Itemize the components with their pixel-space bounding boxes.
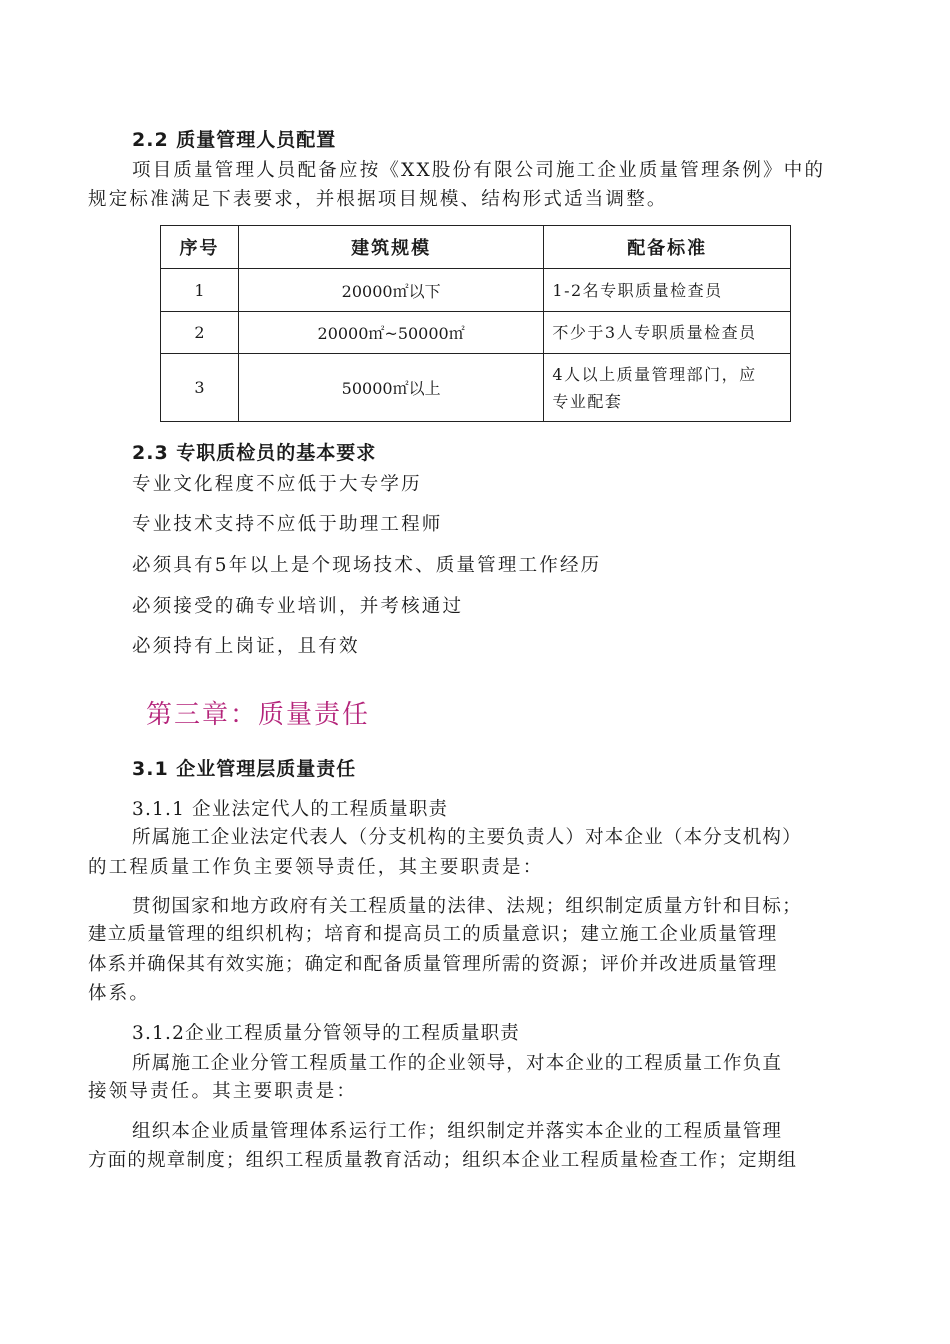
paragraph-line: 的工程质量工作负主要领导责任，其主要职责是： <box>88 857 544 878</box>
chapter-3-title: 第三章：质量责任 <box>146 700 371 730</box>
standard-line: 1-2名专职质量检查员 <box>552 280 723 300</box>
table-cell-no: 1 <box>161 269 239 312</box>
standard-line: 4人以上质量管理部门，应 <box>552 364 757 384</box>
table-row <box>161 354 791 422</box>
table-cell-standard <box>544 312 791 354</box>
section-2-2-intro-line1: 项目质量管理人员配备应按《XX股份有限公司施工企业质量管理条例》中的 <box>132 160 826 181</box>
table-row <box>161 269 791 312</box>
table-header-standard: 配备标准 <box>544 226 791 269</box>
table-cell-no: 2 <box>161 312 239 354</box>
paragraph-line: 体系并确保其有效实施；确定和配备质量管理所需的资源；评价并改进质量管理 <box>88 954 778 975</box>
requirement-item: 必须持有上岗证，且有效 <box>132 636 360 657</box>
table-cell-scale: 50000㎡以上 <box>238 354 544 422</box>
standard-line: 不少于3人专职质量检查员 <box>552 323 757 342</box>
paragraph-line: 方面的规章制度；组织工程质量教育活动；组织本企业工程质量检查工作；定期组 <box>88 1150 798 1171</box>
paragraph-line: 所属施工企业法定代表人（分支机构的主要负责人）对本企业（本分支机构） <box>132 827 802 848</box>
section-3-1-heading: 3.1 企业管理层质量责任 <box>132 758 357 780</box>
paragraph-line: 接领导责任。其主要职责是： <box>88 1081 358 1102</box>
paragraph-line: 组织本企业质量管理体系运行工作；组织制定并落实本企业的工程质量管理 <box>132 1121 783 1142</box>
subsection-3-1-2-title: 3.1.2企业工程质量分管领导的工程质量职责 <box>132 1023 520 1044</box>
staffing-table <box>160 225 791 422</box>
table-header-no: 序号 <box>161 226 239 269</box>
paragraph-line: 所属施工企业分管工程质量工作的企业领导，对本企业的工程质量工作负直 <box>132 1053 783 1074</box>
section-2-2-heading: 2.2 质量管理人员配置 <box>132 129 337 151</box>
requirement-item: 必须具有5年以上是个现场技术、质量管理工作经历 <box>132 555 602 576</box>
table-header-scale: 建筑规模 <box>238 226 544 269</box>
standard-line: 专业配套 <box>552 391 623 411</box>
paragraph-line: 建立质量管理的组织机构；培育和提高员工的质量意识；建立施工企业质量管理 <box>88 924 778 945</box>
table-cell-standard <box>544 269 791 312</box>
table-cell-standard <box>544 354 791 422</box>
requirement-item: 专业文化程度不应低于大专学历 <box>132 474 422 495</box>
table-cell-scale: 20000㎡~50000㎡ <box>238 312 544 354</box>
section-2-2-intro-line2: 规定标准满足下表要求，并根据项目规模、结构形式适当调整。 <box>88 189 668 210</box>
table-row <box>161 312 791 354</box>
requirement-item: 必须接受的确专业培训，并考核通过 <box>132 596 464 617</box>
paragraph-line: 体系。 <box>88 983 151 1004</box>
table-cell-no: 3 <box>161 354 239 422</box>
requirement-item: 专业技术支持不应低于助理工程师 <box>132 514 443 535</box>
table-cell-scale: 20000㎡以下 <box>238 269 544 312</box>
table-header-row <box>161 226 791 269</box>
subsection-3-1-1-title: 3.1.1 企业法定代人的工程质量职责 <box>132 799 449 820</box>
paragraph-line: 贯彻国家和地方政府有关工程质量的法律、法规；组织制定质量方针和目标； <box>132 896 802 917</box>
section-2-3-heading: 2.3 专职质检员的基本要求 <box>132 442 377 464</box>
